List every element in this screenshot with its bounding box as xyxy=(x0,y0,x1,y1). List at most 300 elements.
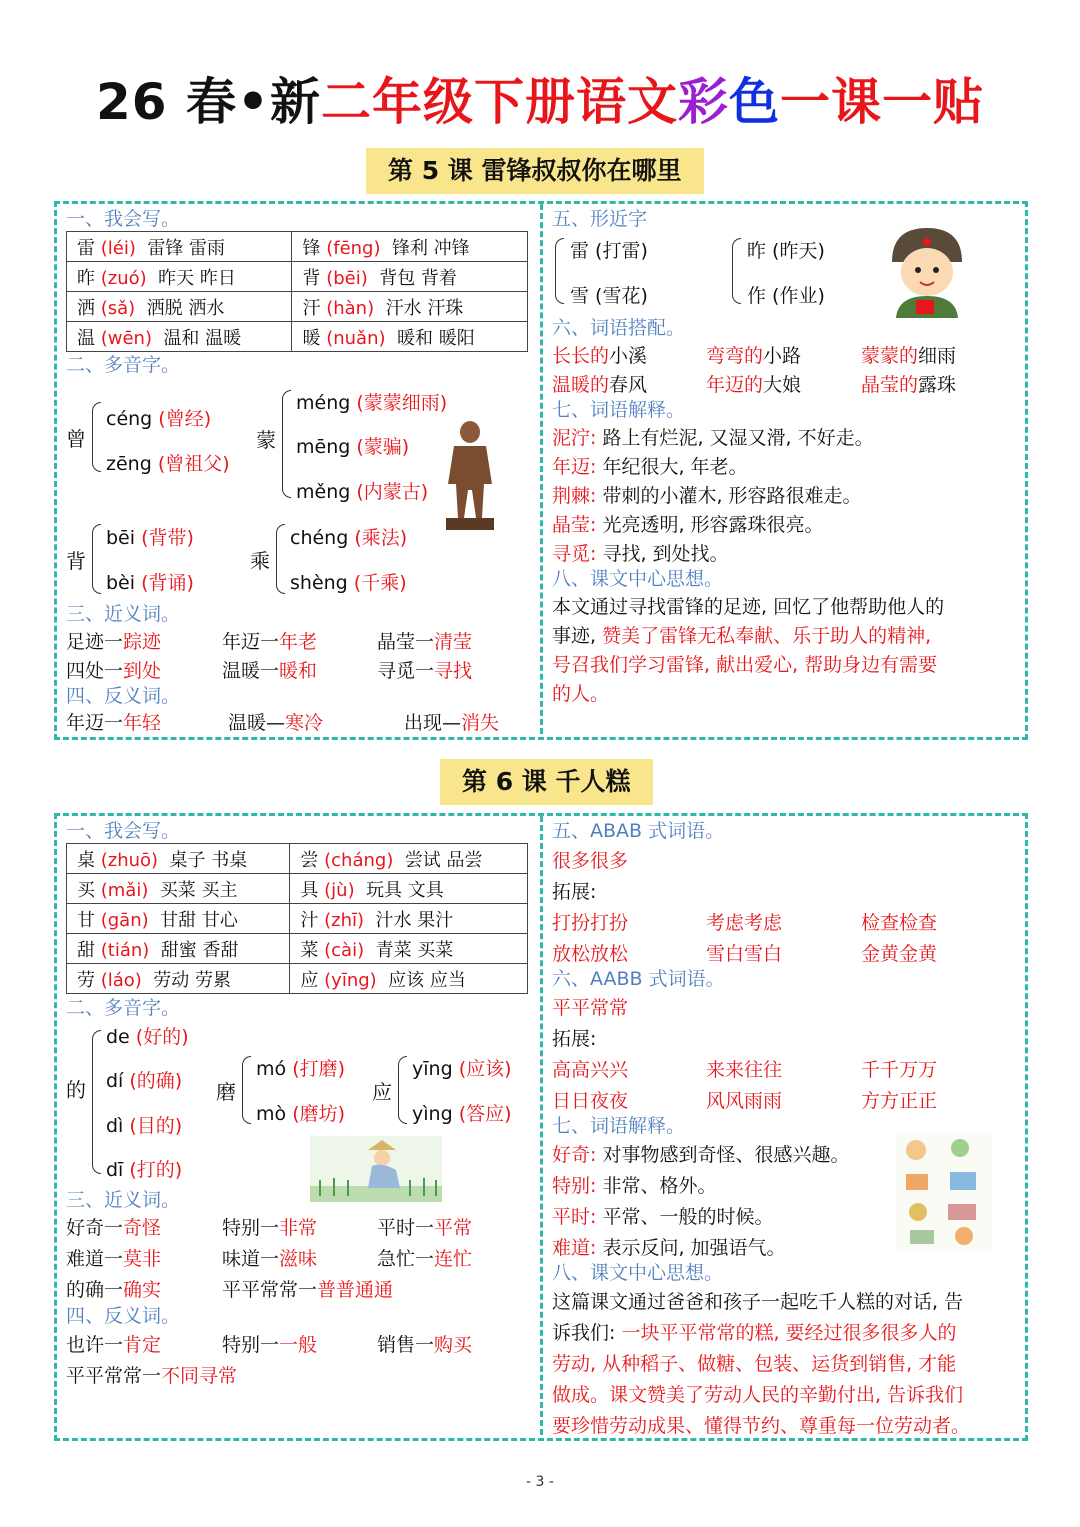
title-part-3: 彩 xyxy=(677,73,729,131)
text-fragment: 锋利 冲锋 xyxy=(391,237,470,259)
idea-line: 号召我们学习雷锋, 献出爱心, 帮助身边有需要 xyxy=(552,654,938,676)
text-fragment: 诉我们: xyxy=(552,1322,616,1344)
table-cell xyxy=(67,292,292,322)
text-line xyxy=(861,341,956,368)
text-fragment: 春风 xyxy=(609,374,648,396)
poly-char: 磨 xyxy=(216,1080,236,1104)
text-line xyxy=(552,539,729,566)
text-fragment: (千乘) xyxy=(353,572,407,594)
text-fragment: 细雨 xyxy=(918,345,957,367)
text-line xyxy=(861,370,956,397)
text-fragment: (mǎi) xyxy=(100,879,149,901)
text-fragment: 暖和 暖阳 xyxy=(396,327,475,349)
text-fragment: yìng xyxy=(412,1103,453,1125)
table-row xyxy=(67,964,528,994)
l5-section-near: 五、形近字 xyxy=(552,208,648,230)
text-fragment: (乘法) xyxy=(354,527,408,549)
l6-section-write: 一、我会写。 xyxy=(66,820,181,842)
text-fragment: (bēi) xyxy=(326,267,368,289)
text-line xyxy=(222,1244,317,1271)
text-fragment: (zuó) xyxy=(100,267,147,289)
text-fragment: méng xyxy=(296,392,351,414)
text-line xyxy=(222,1213,317,1240)
text-fragment: 汗水 汗珠 xyxy=(385,297,464,319)
text-fragment: 温 xyxy=(77,327,95,349)
text-fragment: (打磨) xyxy=(292,1058,346,1080)
text-fragment: 平平常常一 xyxy=(66,1365,162,1387)
text-fragment: yīng xyxy=(412,1058,453,1080)
text-fragment: 销售一 xyxy=(377,1334,435,1356)
table-row xyxy=(67,874,528,904)
page-number: - 3 - xyxy=(526,1474,554,1490)
text-line xyxy=(377,627,472,654)
table-row xyxy=(67,844,528,874)
table-row xyxy=(67,322,528,352)
text-line xyxy=(290,568,407,595)
text-fragment: 暖 xyxy=(302,327,321,349)
text-fragment: 莫非 xyxy=(123,1248,162,1270)
text-fragment: 背 xyxy=(302,267,321,289)
text-line xyxy=(290,523,407,550)
text-line xyxy=(66,656,161,683)
table-cell xyxy=(67,844,290,874)
text-fragment: 特别一 xyxy=(222,1217,280,1239)
text-fragment: 带刺的小灌木, 形容路很难走。 xyxy=(602,485,862,507)
text-line xyxy=(66,1244,161,1271)
brace xyxy=(242,1056,251,1124)
text-fragment: 平平常常一 xyxy=(222,1279,318,1301)
text-line: 金黄金黄 xyxy=(861,943,938,965)
text-line: 放松放松 xyxy=(552,943,629,965)
text-line xyxy=(256,1099,345,1126)
text-fragment: 足迹一 xyxy=(66,631,124,653)
lesson-5-heading: 第 5 课 雷锋叔叔你在哪里 xyxy=(366,148,704,194)
text-fragment: (jù) xyxy=(324,879,355,901)
table-row xyxy=(67,232,528,262)
text-fragment: 年轻 xyxy=(123,712,162,734)
text-line: 方方正正 xyxy=(861,1090,938,1112)
text-fragment: 急忙一 xyxy=(377,1248,435,1270)
text-fragment: céng xyxy=(106,408,153,430)
text-line xyxy=(106,1022,189,1049)
l5-section-idea: 八、课文中心思想。 xyxy=(552,568,724,590)
text-line xyxy=(552,423,874,450)
text-fragment: 好奇一 xyxy=(66,1217,124,1239)
text-fragment: bēi xyxy=(106,527,136,549)
table-cell xyxy=(67,934,290,964)
text-line xyxy=(296,477,428,504)
text-fragment: 好奇: xyxy=(552,1144,597,1166)
text-fragment: 锋 xyxy=(302,237,321,259)
text-fragment: 汗 xyxy=(302,297,321,319)
text-line xyxy=(552,510,824,537)
text-fragment: dì xyxy=(106,1115,124,1137)
table-cell xyxy=(67,232,292,262)
text-fragment: 寒冷 xyxy=(285,712,324,734)
title-part-2: 二年级下册语文 xyxy=(320,73,678,131)
table-cell xyxy=(67,964,290,994)
text-fragment: 难道: xyxy=(552,1237,597,1259)
table-cell xyxy=(67,322,292,352)
text-fragment: (cháng) xyxy=(324,849,394,871)
text-line xyxy=(552,1202,773,1229)
text-fragment: 桌子 书桌 xyxy=(169,849,248,871)
brace xyxy=(276,524,285,594)
text-fragment: 泥泞: xyxy=(552,427,597,449)
table-cell xyxy=(290,904,528,934)
expand-label: 拓展: xyxy=(552,1028,597,1050)
l6-section-abab: 五、ABAB 式词语。 xyxy=(552,820,725,842)
text-fragment: (hàn) xyxy=(326,297,375,319)
text-fragment: (gān) xyxy=(100,909,149,931)
text-fragment: 难道一 xyxy=(66,1248,124,1270)
text-fragment: 年老 xyxy=(279,631,318,653)
text-fragment: 洒脱 洒水 xyxy=(146,297,225,319)
text-line xyxy=(256,1054,345,1081)
table-row xyxy=(67,934,528,964)
text-fragment: 年迈一 xyxy=(66,712,124,734)
l6-section-poly: 二、多音字。 xyxy=(66,997,181,1019)
text-fragment: 劳 xyxy=(77,969,95,991)
text-fragment: 雷锋 雷雨 xyxy=(147,237,226,259)
text-fragment: 非常、格外。 xyxy=(602,1175,717,1197)
text-line xyxy=(377,1330,472,1357)
farmer-illustration xyxy=(310,1136,442,1202)
text-fragment: (láo) xyxy=(100,969,142,991)
l5-section-write: 一、我会写。 xyxy=(66,208,181,230)
text-fragment: 光亮透明, 形容露珠很亮。 xyxy=(602,514,824,536)
idea-line: 要珍惜劳动成果、懂得节约、尊重每一位劳动者。 xyxy=(552,1415,971,1437)
text-fragment: 菜 xyxy=(300,939,319,961)
lesson-6-divider xyxy=(540,816,543,1435)
text-fragment: (曾经) xyxy=(158,408,212,430)
l6-write-table xyxy=(66,843,528,994)
table-cell xyxy=(292,292,528,322)
text-line xyxy=(106,1111,182,1138)
text-line xyxy=(552,370,647,397)
poly-char: 曾 xyxy=(66,427,86,451)
text-fragment: 清莹 xyxy=(434,631,473,653)
text-fragment: shèng xyxy=(290,572,348,594)
lesson-5-divider xyxy=(540,204,543,734)
text-fragment: bèi xyxy=(106,572,136,594)
text-line xyxy=(66,1213,161,1240)
l5-section-pairs: 六、词语搭配。 xyxy=(552,317,686,339)
text-fragment: (蒙蒙细雨) xyxy=(356,392,448,414)
text-fragment: 年迈: xyxy=(552,456,597,478)
text-fragment: 弯弯的 xyxy=(706,345,764,367)
text-fragment: (打的) xyxy=(129,1159,183,1181)
text-fragment: (内蒙古) xyxy=(356,481,429,503)
text-fragment: 大娘 xyxy=(763,374,802,396)
text-fragment: 年迈的 xyxy=(706,374,764,396)
text-fragment: 非常 xyxy=(279,1217,318,1239)
text-fragment: (曾祖父) xyxy=(157,453,230,475)
page-title xyxy=(0,62,1080,134)
text-fragment: 买菜 买主 xyxy=(159,879,238,901)
text-line xyxy=(106,1066,182,1093)
text-fragment: (cài) xyxy=(324,939,365,961)
text-line xyxy=(106,568,194,595)
text-line xyxy=(66,708,161,735)
text-fragment: 具 xyxy=(300,879,319,901)
text-fragment: 特别: xyxy=(552,1175,597,1197)
text-line xyxy=(552,1233,786,1260)
l5-section-ant: 四、反义词。 xyxy=(66,685,181,707)
text-fragment: 晶莹: xyxy=(552,514,597,536)
text-fragment: 汁 xyxy=(300,909,319,931)
text-fragment: 晶莹一 xyxy=(377,631,435,653)
poly-char: 应 xyxy=(372,1080,392,1104)
text-fragment: dí xyxy=(106,1070,124,1092)
brace xyxy=(732,238,741,304)
text-line xyxy=(106,1155,182,1182)
near-char: 雪 (雪花) xyxy=(570,285,648,307)
text-line: 打扮打扮 xyxy=(552,912,629,934)
text-line xyxy=(296,432,409,459)
text-fragment: dī xyxy=(106,1159,124,1181)
text-line xyxy=(552,621,931,648)
text-line xyxy=(412,1054,512,1081)
text-line xyxy=(222,1330,317,1357)
text-line xyxy=(106,449,230,476)
table-cell xyxy=(290,874,528,904)
table-cell xyxy=(67,904,290,934)
process-illustration xyxy=(896,1132,992,1252)
text-fragment: 玩具 文具 xyxy=(366,879,444,901)
text-fragment: 连忙 xyxy=(434,1248,473,1270)
text-line: 来来往往 xyxy=(706,1059,783,1081)
text-line xyxy=(552,1140,849,1167)
text-fragment: 肯定 xyxy=(123,1334,162,1356)
text-fragment: (背诵) xyxy=(141,572,194,594)
table-cell xyxy=(292,262,528,292)
text-line xyxy=(377,1244,472,1271)
text-fragment: 寻找, 到处找。 xyxy=(602,543,729,565)
text-fragment: (蒙骗) xyxy=(356,436,410,458)
text-line xyxy=(552,341,647,368)
lesson-6-heading: 第 6 课 千人糕 xyxy=(440,759,653,805)
text-fragment: 应该 应当 xyxy=(388,969,466,991)
text-fragment: 甘 xyxy=(77,909,95,931)
text-fragment: 背包 背着 xyxy=(379,267,457,289)
text-fragment: 桌 xyxy=(77,849,95,871)
text-line xyxy=(552,1171,716,1198)
brace xyxy=(92,402,101,472)
text-line xyxy=(552,452,748,479)
text-fragment: 温暖— xyxy=(228,712,286,734)
text-line xyxy=(66,1330,161,1357)
text-fragment: (的确) xyxy=(129,1070,183,1092)
text-fragment: 赞美了雷锋无私奉献、乐于助人的精神, xyxy=(596,625,932,647)
text-fragment: 购买 xyxy=(434,1334,473,1356)
text-fragment: 应 xyxy=(300,969,319,991)
expand-label: 拓展: xyxy=(552,881,597,903)
l5-section-syn: 三、近义词。 xyxy=(66,603,181,625)
near-char: 雷 (打雷) xyxy=(570,240,648,262)
text-fragment: 平常、一般的时候。 xyxy=(602,1206,774,1228)
text-line xyxy=(66,627,161,654)
text-fragment: (sǎ) xyxy=(100,297,136,319)
text-line xyxy=(706,341,801,368)
text-line xyxy=(296,388,447,415)
text-line xyxy=(106,404,211,431)
text-fragment: (好的) xyxy=(135,1026,189,1048)
idea-line: 这篇课文通过爸爸和孩子一起吃千人糕的对话, 告 xyxy=(552,1291,964,1313)
text-fragment: 汁水 果汁 xyxy=(375,909,454,931)
brace xyxy=(398,1056,407,1124)
text-fragment: 长长的 xyxy=(552,345,610,367)
text-fragment: 的确一 xyxy=(66,1279,124,1301)
text-line xyxy=(66,1275,161,1302)
table-cell xyxy=(290,964,528,994)
text-fragment: 消失 xyxy=(461,712,500,734)
text-line: 高高兴兴 xyxy=(552,1059,629,1081)
idea-line: 劳动, 从种稻子、做糖、包装、运货到销售, 才能 xyxy=(552,1353,957,1375)
l5-write-table xyxy=(66,231,528,352)
text-fragment: (yīng) xyxy=(324,969,377,991)
text-fragment: (fēng) xyxy=(326,237,381,259)
statue-illustration xyxy=(440,418,500,530)
l6-section-syn: 三、近义词。 xyxy=(66,1189,181,1211)
brace xyxy=(92,524,101,594)
l5-section-poly: 二、多音字。 xyxy=(66,354,181,376)
text-fragment: 普普通通 xyxy=(317,1279,394,1301)
text-line xyxy=(552,1318,957,1345)
table-row xyxy=(67,292,528,322)
title-part-5: 一课一贴 xyxy=(779,73,984,131)
text-fragment: 尝试 品尝 xyxy=(404,849,483,871)
text-fragment: 滋味 xyxy=(279,1248,318,1270)
aabb-main: 平平常常 xyxy=(552,997,629,1019)
text-fragment: de xyxy=(106,1026,130,1048)
text-line xyxy=(228,708,323,735)
text-line xyxy=(106,523,194,550)
text-fragment: (tián) xyxy=(100,939,150,961)
text-fragment: 奇怪 xyxy=(123,1217,162,1239)
l6-section-defs: 七、词语解释。 xyxy=(552,1115,686,1137)
table-cell xyxy=(292,232,528,262)
poly-char: 乘 xyxy=(250,549,270,573)
text-fragment: mó xyxy=(256,1058,287,1080)
text-fragment: 也许一 xyxy=(66,1334,124,1356)
idea-line: 做成。课文赞美了劳动人民的辛勤付出, 告诉我们 xyxy=(552,1384,964,1406)
text-fragment: 确实 xyxy=(123,1279,162,1301)
text-fragment: 年纪很大, 年老。 xyxy=(602,456,748,478)
text-fragment: 洒 xyxy=(77,297,95,319)
table-cell xyxy=(67,262,292,292)
text-fragment: 尝 xyxy=(300,849,319,871)
text-fragment: 雷 xyxy=(77,237,95,259)
text-fragment: 表示反问, 加强语气。 xyxy=(602,1237,786,1259)
text-fragment: 小路 xyxy=(763,345,802,367)
l5-section-defs: 七、词语解释。 xyxy=(552,399,686,421)
poly-char: 的 xyxy=(66,1078,86,1102)
text-fragment: 出现— xyxy=(404,712,462,734)
text-fragment: 晶莹的 xyxy=(861,374,919,396)
table-cell xyxy=(290,844,528,874)
text-fragment: 买 xyxy=(77,879,95,901)
idea-line: 本文通过寻找雷锋的足迹, 回忆了他帮助他人的 xyxy=(552,596,945,618)
text-fragment: (目的) xyxy=(129,1115,183,1137)
text-fragment: 甘甜 甘心 xyxy=(160,909,238,931)
lei-feng-cartoon xyxy=(884,222,970,318)
text-fragment: 对事物感到奇怪、很感兴趣。 xyxy=(602,1144,850,1166)
text-fragment: 寻觅: xyxy=(552,543,597,565)
text-fragment: (答应) xyxy=(458,1103,512,1125)
text-fragment: mēng xyxy=(296,436,351,458)
text-line: 风风雨雨 xyxy=(706,1090,783,1112)
text-fragment: chéng xyxy=(290,527,349,549)
text-fragment: 平时一 xyxy=(377,1217,435,1239)
text-line xyxy=(412,1099,512,1126)
text-line xyxy=(706,370,801,397)
text-fragment: 寻觅一 xyxy=(377,660,435,682)
text-fragment: 露珠 xyxy=(918,374,957,396)
near-char: 昨 (昨天) xyxy=(747,240,825,262)
text-fragment: 到处 xyxy=(123,660,162,682)
text-line: 检查检查 xyxy=(861,912,938,934)
brace xyxy=(92,1030,101,1174)
text-fragment: 四处一 xyxy=(66,660,124,682)
table-cell xyxy=(67,874,290,904)
brace xyxy=(555,238,564,304)
text-line: 千千万万 xyxy=(861,1059,938,1081)
text-fragment: 暖和 xyxy=(279,660,318,682)
text-fragment: 路上有烂泥, 又湿又滑, 不好走。 xyxy=(602,427,874,449)
text-line: 日日夜夜 xyxy=(552,1090,629,1112)
text-fragment: 昨天 昨日 xyxy=(158,267,236,289)
text-fragment: 劳动 劳累 xyxy=(153,969,232,991)
l6-section-idea: 八、课文中心思想。 xyxy=(552,1262,724,1284)
text-fragment: 味道一 xyxy=(222,1248,280,1270)
l6-section-ant: 四、反义词。 xyxy=(66,1305,181,1327)
text-fragment: 特别一 xyxy=(222,1334,280,1356)
text-fragment: 甜 xyxy=(77,939,95,961)
text-line xyxy=(404,708,499,735)
table-row xyxy=(67,904,528,934)
text-fragment: 蒙蒙的 xyxy=(861,345,919,367)
text-fragment: 年迈一 xyxy=(222,631,280,653)
text-fragment: 踪迹 xyxy=(123,631,162,653)
text-fragment: (léi) xyxy=(100,237,136,259)
text-fragment: 温暖一 xyxy=(222,660,280,682)
near-char: 作 (作业) xyxy=(747,285,825,307)
text-fragment: 一般 xyxy=(279,1334,318,1356)
text-fragment: (nuǎn) xyxy=(326,327,386,349)
text-fragment: 昨 xyxy=(77,267,95,289)
poly-char: 蒙 xyxy=(256,428,276,452)
text-line xyxy=(222,656,317,683)
text-fragment: mò xyxy=(256,1103,287,1125)
text-fragment: 一块平平常常的糕, 要经过很多很多人的 xyxy=(615,1322,957,1344)
text-fragment: (zhuō) xyxy=(100,849,159,871)
text-fragment: 寻找 xyxy=(434,660,473,682)
abab-main: 很多很多 xyxy=(552,850,629,872)
text-fragment: 平时: xyxy=(552,1206,597,1228)
text-line: 考虑考虑 xyxy=(706,912,783,934)
text-fragment: 青菜 买菜 xyxy=(375,939,454,961)
text-fragment: (磨坊) xyxy=(292,1103,346,1125)
text-line xyxy=(377,656,472,683)
text-fragment: 不同寻常 xyxy=(161,1365,238,1387)
text-fragment: 温和 温暖 xyxy=(163,327,242,349)
text-fragment: 事迹, xyxy=(552,625,597,647)
text-fragment: 小溪 xyxy=(609,345,648,367)
table-row xyxy=(67,262,528,292)
text-line xyxy=(377,1213,472,1240)
brace xyxy=(282,390,291,498)
